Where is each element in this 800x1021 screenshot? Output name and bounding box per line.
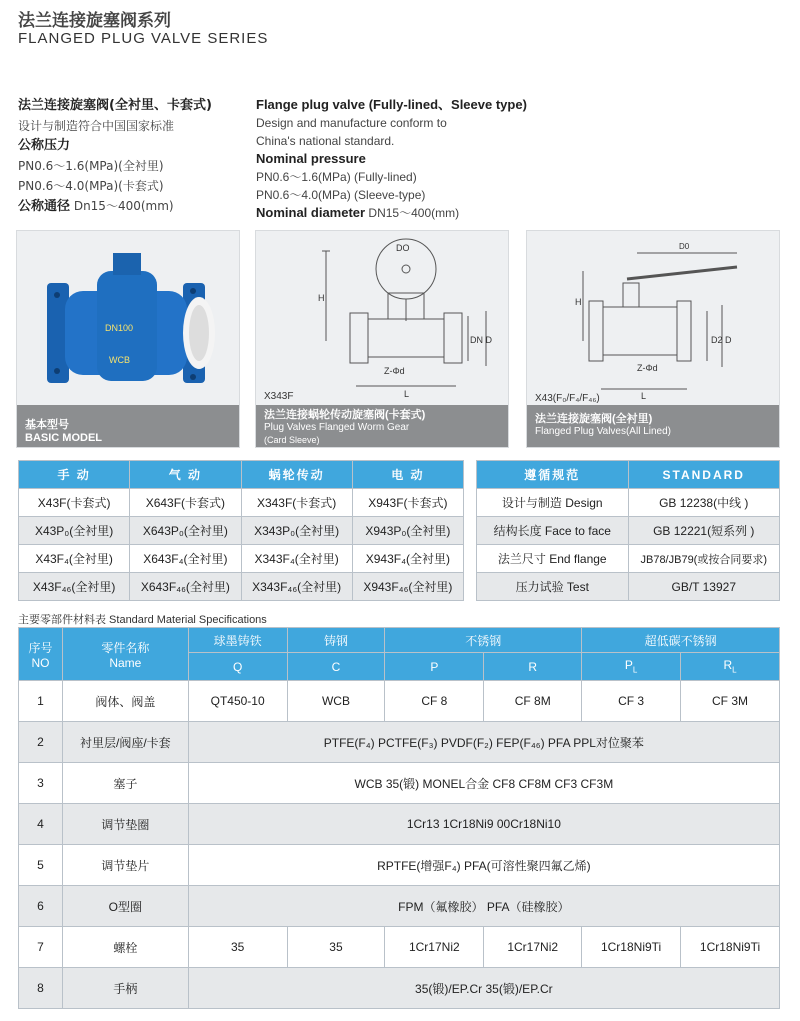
standard-value: GB/T 13927 xyxy=(628,573,780,601)
material-cell: 1Cr17Ni2 xyxy=(484,927,582,968)
model-cell: X343F(卡套式) xyxy=(241,489,352,517)
svg-text:DN D: DN D xyxy=(470,335,492,345)
lined-valve-code: X43(F₀/F₄/F₄₆) xyxy=(535,393,600,404)
standard-label: 设计与制造 Design xyxy=(477,489,629,517)
lined-valve-panel xyxy=(526,230,780,448)
material-code: Q xyxy=(188,653,287,681)
row-name: 螺栓 xyxy=(62,927,188,968)
material-cell: CF 3 xyxy=(582,681,681,722)
basic-model-caption xyxy=(17,405,239,447)
worm-gear-caption xyxy=(256,405,508,447)
intro-en-pressure-label: Nominal pressure xyxy=(256,151,366,166)
standard-label: 结构长度 Face to face xyxy=(477,517,629,545)
standard-value: GB 12238(中线 ) xyxy=(628,489,780,517)
material-code-sub: L xyxy=(632,665,638,675)
worm-gear-drawing xyxy=(256,231,509,407)
header-name-cn: 零件名称 xyxy=(101,640,150,655)
model-cell: X43F₄(全衬里) xyxy=(19,545,130,573)
materials-title: 主要零部件材料表 Standard Material Specifications xyxy=(18,614,267,626)
intro-cn-pressure-label: 公称压力 xyxy=(18,138,71,153)
svg-text:Z-Φd: Z-Φd xyxy=(637,363,658,373)
intro-cn-pressure1: PN0.6～1.6(MPa)(全衬里) xyxy=(18,159,164,173)
row-no: 6 xyxy=(19,886,63,927)
model-cell: X943P₀(全衬里) xyxy=(352,517,463,545)
materials-table xyxy=(18,627,780,1009)
header-name-en: Name xyxy=(109,655,142,670)
material-code xyxy=(582,653,681,681)
material-cell: CF 8M xyxy=(484,681,582,722)
materials-header-no xyxy=(19,628,63,681)
material-merged-cell: WCB 35(锻) MONEL合金 CF8 CF8M CF3 CF3M xyxy=(188,763,779,804)
svg-text:D0: D0 xyxy=(679,242,690,251)
caption-en: Plug Valves Flanged Worm Gear xyxy=(264,422,410,433)
row-no: 7 xyxy=(19,927,63,968)
material-code: P xyxy=(385,653,484,681)
material-cell: 1Cr18Ni9Ti xyxy=(681,927,780,968)
standard-value: GB 12221(短系列 ) xyxy=(628,517,780,545)
material-cell: CF 8 xyxy=(385,681,484,722)
models-header: 电 动 xyxy=(352,461,463,489)
row-no: 1 xyxy=(19,681,63,722)
models-header: 手 动 xyxy=(19,461,130,489)
material-cell: 35 xyxy=(287,927,385,968)
material-group: 不锈钢 xyxy=(385,628,582,653)
standards-header: STANDARD xyxy=(628,461,780,489)
header-no-cn: 序号 xyxy=(28,640,53,655)
material-cell: 1Cr18Ni9Ti xyxy=(582,927,681,968)
caption-cn: 法兰连接蜗轮传动旋塞阀(卡套式) xyxy=(264,409,426,421)
model-cell: X643P₀(全衬里) xyxy=(130,517,241,545)
page-title-en: FLANGED PLUG VALVE SERIES xyxy=(18,30,269,47)
svg-text:L: L xyxy=(404,389,410,399)
intro-en-pressure2: PN0.6～4.0(MPa) (Sleeve-type) xyxy=(256,188,426,202)
model-cell: X943F₄(全衬里) xyxy=(352,545,463,573)
intro-cn-heading: 法兰连接旋塞阀(全衬里、卡套式) xyxy=(18,98,212,113)
svg-text:D2 D: D2 D xyxy=(711,335,732,345)
svg-text:DO: DO xyxy=(396,243,410,253)
material-cell: QT450-10 xyxy=(188,681,287,722)
intro-en-line1: Design and manufacture conform to xyxy=(256,116,447,130)
standards-table xyxy=(476,460,780,601)
material-cell: 35 xyxy=(188,927,287,968)
intro-cn-diameter-label: 公称通径 xyxy=(18,199,71,214)
svg-text:DN100: DN100 xyxy=(105,323,134,333)
row-name: 阀体、阀盖 xyxy=(62,681,188,722)
intro-en xyxy=(256,96,527,222)
model-cell: X943F₄₆(全衬里) xyxy=(352,573,463,601)
intro-cn-pressure2: PN0.6～4.0(MPa)(卡套式) xyxy=(18,179,164,193)
model-cell: X43P₀(全衬里) xyxy=(19,517,130,545)
lined-valve-drawing xyxy=(527,231,780,407)
standard-label: 压力试验 Test xyxy=(477,573,629,601)
row-name: 手柄 xyxy=(62,968,188,1009)
model-cell: X343F₄₆(全衬里) xyxy=(241,573,352,601)
material-code: C xyxy=(287,653,385,681)
row-no: 2 xyxy=(19,722,63,763)
row-name: O型圈 xyxy=(62,886,188,927)
svg-text:H: H xyxy=(318,293,325,303)
intro-en-diameter xyxy=(256,204,527,222)
row-no: 8 xyxy=(19,968,63,1009)
caption-en: Flanged Plug Valves(All Lined) xyxy=(535,426,672,437)
model-cell: X643F(卡套式) xyxy=(130,489,241,517)
intro-cn xyxy=(18,96,212,217)
row-name: 衬里层/阀座/卡套 xyxy=(62,722,188,763)
caption-cn: 基本型号 xyxy=(25,419,69,431)
material-merged-cell: 35(锻)/EP.Cr 35(锻)/EP.Cr xyxy=(188,968,779,1009)
worm-gear-panel xyxy=(255,230,509,448)
svg-text:Z-Φd: Z-Φd xyxy=(384,366,405,376)
models-header: 蜗轮传动 xyxy=(241,461,352,489)
row-no: 4 xyxy=(19,804,63,845)
intro-en-diameter-value: DN15～400(mm) xyxy=(365,206,460,220)
material-merged-cell: PTFE(F₄) PCTFE(F₃) PVDF(F₂) FEP(F₄₆) PFA PPL对位聚苯 xyxy=(188,722,779,763)
caption-en: BASIC MODEL xyxy=(25,432,102,444)
material-cell: CF 3M xyxy=(681,681,780,722)
model-cell: X943F(卡套式) xyxy=(352,489,463,517)
models-table xyxy=(18,460,464,601)
svg-text:H: H xyxy=(575,297,582,307)
row-no: 3 xyxy=(19,763,63,804)
caption-en-sub: (Card Sleeve) xyxy=(264,435,320,445)
row-name: 塞子 xyxy=(62,763,188,804)
material-group: 超低碳不锈钢 xyxy=(582,628,780,653)
material-merged-cell: FPM（氟橡胶） PFA（硅橡胶） xyxy=(188,886,779,927)
caption-cn: 法兰连接旋塞阀(全衬里) xyxy=(535,413,653,425)
material-merged-cell: RPTFE(增强F₄) PFA(可溶性聚四氟乙烯) xyxy=(188,845,779,886)
material-merged-cell: 1Cr13 1Cr18Ni9 00Cr18Ni10 xyxy=(188,804,779,845)
material-group: 球墨铸铁 xyxy=(188,628,287,653)
intro-cn-diameter-value: Dn15～400(mm) xyxy=(70,199,174,213)
model-cell: X43F(卡套式) xyxy=(19,489,130,517)
materials-header-name xyxy=(62,628,188,681)
intro-en-diameter-label: Nominal diameter xyxy=(256,205,366,220)
intro-en-heading: Flange plug valve (Fully-lined、Sleeve type) xyxy=(256,97,527,112)
model-cell: X643F₄₆(全衬里) xyxy=(130,573,241,601)
worm-gear-code: X343F xyxy=(264,391,294,402)
model-cell: X43F₄₆(全衬里) xyxy=(19,573,130,601)
model-cell: X343P₀(全衬里) xyxy=(241,517,352,545)
svg-text:WCB: WCB xyxy=(109,355,130,365)
standard-label: 法兰尺寸 End flange xyxy=(477,545,629,573)
header-no-en: NO xyxy=(31,655,50,670)
material-code: R xyxy=(484,653,582,681)
material-code-letter: R xyxy=(723,658,733,673)
material-cell: WCB xyxy=(287,681,385,722)
row-no: 5 xyxy=(19,845,63,886)
page-title-cn: 法兰连接旋塞阀系列 xyxy=(18,11,171,31)
standard-value: JB78/JB79(或按合同要求) xyxy=(628,545,780,573)
plug-valve-photo xyxy=(17,231,240,407)
material-group: 铸钢 xyxy=(287,628,385,653)
basic-model-panel xyxy=(16,230,240,448)
material-code-sub: L xyxy=(732,665,737,675)
intro-cn-line1: 设计与制造符合中国国家标准 xyxy=(18,119,175,133)
material-code-letter: P xyxy=(624,658,633,673)
model-cell: X343F₄(全衬里) xyxy=(241,545,352,573)
models-header: 气 动 xyxy=(130,461,241,489)
row-name: 调节垫片 xyxy=(62,845,188,886)
lined-valve-caption xyxy=(527,405,779,447)
svg-text:L: L xyxy=(641,391,647,401)
intro-en-pressure1: PN0.6～1.6(MPa) (Fully-lined) xyxy=(256,170,417,184)
intro-cn-diameter xyxy=(18,196,212,217)
row-name: 调节垫圈 xyxy=(62,804,188,845)
intro-en-line2: China's national standard. xyxy=(256,134,395,148)
material-code xyxy=(681,653,780,681)
standards-header: 遵循规范 xyxy=(477,461,629,489)
material-cell: 1Cr17Ni2 xyxy=(385,927,484,968)
model-cell: X643F₄(全衬里) xyxy=(130,545,241,573)
